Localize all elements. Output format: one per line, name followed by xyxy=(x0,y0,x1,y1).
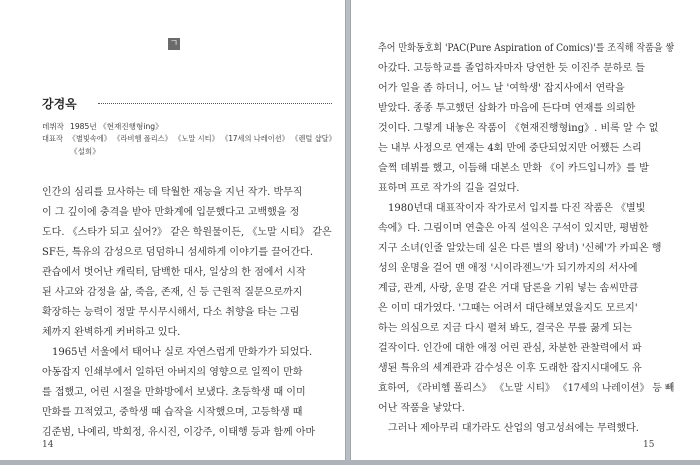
text-line: 어가 일을 좀 하더니, 어느 날 '여학생' 잡지사에서 연락을 xyxy=(378,83,625,94)
text-line: 효하여, 《라비헴 폴리스》 《노말 시티》 《17세의 나레이션》 등 빼 xyxy=(378,383,675,394)
text-line: 1980년대 대표작이자 작가로서 입지를 다진 작품은 《별빛 xyxy=(388,203,646,214)
works-value: 《별빛속에》 《라비헴 폴리스》 《노말 시티》 《17세의 나레이션》 《렌털 샵달》 xyxy=(68,134,336,143)
text-line: SF든, 특유의 감성으로 덤덤하니 섬세하게 이야기를 끌어간다. xyxy=(42,247,314,258)
text-line: 만화를 끄적였고, 중학생 때 습작을 시작했으며, 고등학생 때 xyxy=(42,407,303,418)
text-line: 속에》다. 그림이며 연출은 아직 설익은 구석이 있지만, 평범한 xyxy=(378,223,649,234)
text-line: 1965년 서울에서 태어나 실로 자연스럽게 만화가가 되었다. xyxy=(52,347,313,358)
text-line: 걸작이다. 인간에 대한 애정 어린 관심, 차분한 관찰력에서 파 xyxy=(378,343,642,354)
page-number-left: 14 xyxy=(42,440,54,450)
text-line: 된 사고와 감정을 삶, 죽음, 존재, 신 등 근원적 질문으로까지 xyxy=(42,287,303,298)
text-line: 확장하는 능력이 정말 무시무시해서, 다소 취향을 타는 그림 xyxy=(42,307,300,318)
text-line: 은 이미 대가였다. '그때는 어려서 대단해보였을지도 모르지' xyxy=(378,303,638,314)
author-name: 강경옥 xyxy=(42,97,77,111)
text-line: 도다. 《스타가 되고 싶어?》 같은 학원물이든, 《노말 시티》 같은 xyxy=(42,227,332,238)
works-row-continued: 《설희》 xyxy=(70,147,100,156)
text-line: 계급, 관계, 사랑, 운명 같은 거대 담론을 기워 넣는 솜씨만큼 xyxy=(378,283,639,294)
text-line: 하는 의심으로 지금 다시 펼쳐 봐도, 결국은 무릎 꿇게 되는 xyxy=(378,323,632,334)
text-line: 는 내부 사정으로 연재는 4회 만에 중단되었지만 어쨌든 스리 xyxy=(378,143,642,154)
debut-value: 1985년 《현재진행형ing》 xyxy=(70,122,163,131)
text-line: 그러나 제아무리 대가라도 산업의 영고성쇠에는 무력했다. xyxy=(388,423,639,434)
text-line: 김준범, 나예리, 박희정, 유시진, 이강주, 이태행 등과 함께 아마 xyxy=(42,427,316,438)
debut-label: 데뷔작 xyxy=(42,122,65,131)
text-line: 슬쩍 데뷔를 했고, 이듬해 대본소 만화 《이 카드입니까》를 발 xyxy=(378,163,649,174)
text-line: 를 접했고, 어린 시절을 만화방에서 보냈다. 초등학생 때 이미 xyxy=(42,387,306,398)
page-number-right: 15 xyxy=(643,440,655,450)
text-line: 관습에서 벗어난 캐릭터, 담백한 대사, 일상의 한 점에서 시작 xyxy=(42,267,306,278)
works-label: 대표작 xyxy=(42,134,63,143)
text-line: 추어 만화동호회 'PAC(Pure Aspiration of Comics)'를 조직해 작품을 쌓 xyxy=(378,43,675,54)
window-bottom-edge xyxy=(0,460,700,465)
text-line: 인간의 심리를 묘사하는 데 탁월한 재능을 지닌 작가. 박무직 xyxy=(42,187,303,198)
text-line: 표하며 프로 작가의 길을 걸었다. xyxy=(378,183,520,194)
text-line: 어난 작품을 낳았다. xyxy=(378,403,465,414)
text-line: 생된 특유의 세계관과 감수성은 이후 도래한 잡지시대에도 유 xyxy=(378,363,642,374)
debut-row xyxy=(42,121,163,132)
left-page xyxy=(0,0,346,460)
text-line: 체까지 완벽하게 커버하고 있다. xyxy=(42,327,181,338)
text-line: 아갔다. 고등학교를 졸업하자마자 당연한 듯 이진주 문하로 들 xyxy=(378,63,645,74)
text-line: 이 그 깊이에 충격을 받아 만화계에 입문했다고 고백했을 정 xyxy=(42,207,300,218)
text-line: 지구 소녀(인줄 알았는데 실은 다른 별의 왕녀) '신혜'가 카피온 행 xyxy=(378,243,662,254)
works-row xyxy=(42,133,336,144)
author-heading xyxy=(42,95,332,111)
heading-divider xyxy=(98,103,332,104)
text-line: 아동잡지 인쇄부에서 일하던 아버지의 영향으로 일찍이 만화 xyxy=(42,367,303,378)
text-line: 것이다. 그렇게 내놓은 작품이 《현재진행형ing》. 비록 알 수 없 xyxy=(378,123,659,134)
text-line: 받았다. 종종 투고했던 삽화가 마음에 든다며 연재를 의뢰한 xyxy=(378,103,636,114)
chapter-index-mark: ㄱ xyxy=(169,39,179,49)
text-line: 성의 운명을 걸어 맨 애정 '시이라젠느'가 되기까지의 서사에 xyxy=(378,263,638,274)
